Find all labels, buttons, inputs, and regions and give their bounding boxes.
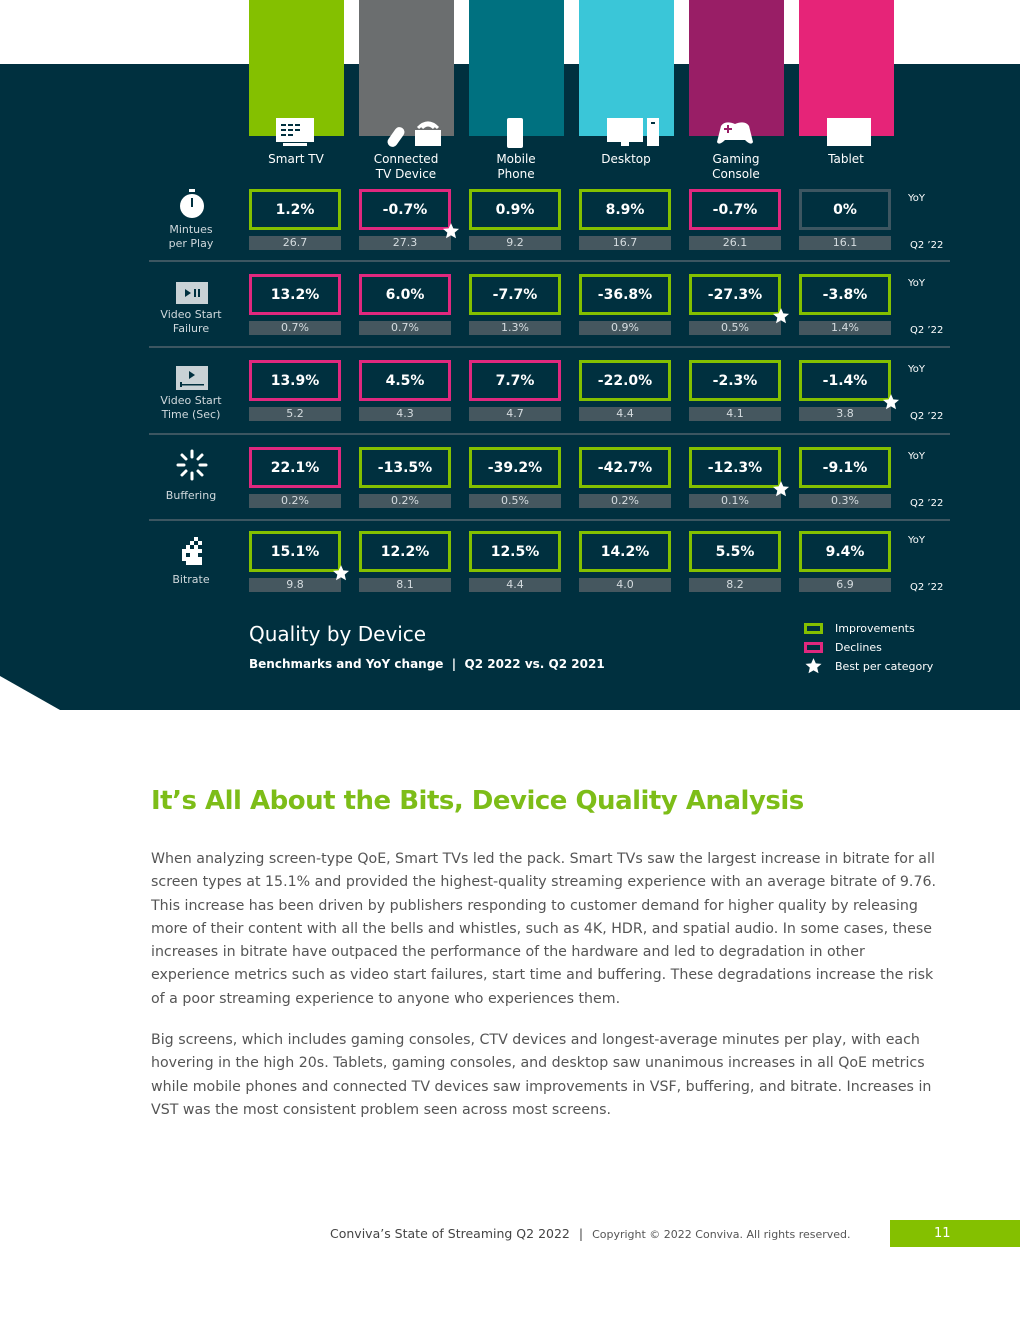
yoy-change-cell: -12.3% [689, 447, 781, 488]
device-label: Connected TV Device [373, 152, 439, 181]
row-divider [149, 433, 950, 435]
device-label: Smart TV [268, 152, 324, 166]
device-label: Tablet [828, 152, 864, 166]
q2-row-label: Q2 ’22 [910, 325, 944, 336]
q2-row-label: Q2 ’22 [910, 240, 944, 251]
footer-publication [330, 1226, 851, 1241]
star-icon [772, 307, 790, 325]
legend-decline-swatch [804, 642, 823, 653]
yoy-change-cell: 0.9% [469, 189, 561, 230]
tablet-icon [825, 116, 865, 148]
article-paragraph-2: Big screens, which includes gaming consoles, CTV devices and longest-average minutes per play, with each hovering in the high 20s. Tablets, gaming consoles, and desktop saw unanimous increases in all QoE metrics while mobile phones and connected TV devices saw improvements in VSF, buffering, and bitrate. Increases in VST was the most consistent problem seen across most screens. [151, 1032, 932, 1118]
q2-value-cell: 16.7 [579, 236, 671, 250]
q2-value-cell: 3.8 [799, 407, 891, 421]
yoy-change-cell: 14.2% [579, 531, 671, 572]
yoy-change-cell: 13.9% [249, 360, 341, 401]
star-icon [332, 564, 350, 582]
yoy-change-cell: 13.2% [249, 274, 341, 315]
q2-value-cell: 1.4% [799, 321, 891, 335]
q2-value-cell: 0.9% [579, 321, 671, 335]
row-divider [149, 260, 950, 262]
metric-label: Mintues per Play [168, 223, 214, 250]
yoy-row-label: YoY [908, 193, 926, 204]
yoy-change-cell: 22.1% [249, 447, 341, 488]
chart-subtitle: Benchmarks and YoY change | Q2 2022 vs. Q2 2021 [249, 657, 605, 671]
q2-value-cell: 6.9 [799, 578, 891, 592]
yoy-change-cell: 0% [799, 189, 891, 230]
legend-improvements [804, 622, 915, 635]
q2-value-cell: 0.1% [689, 494, 781, 508]
star-icon [804, 657, 823, 675]
page-number: 11 [890, 1220, 1020, 1247]
yoy-change-cell: -36.8% [579, 274, 671, 315]
yoy-change-cell: 15.1% [249, 531, 341, 572]
q2-value-cell: 0.3% [799, 494, 891, 508]
yoy-change-cell: 7.7% [469, 360, 561, 401]
chart-title: Quality by Device [249, 622, 427, 646]
footer-separator: | [578, 1226, 584, 1241]
yoy-change-cell: -9.1% [799, 447, 891, 488]
yoy-change-cell: -42.7% [579, 447, 671, 488]
row-divider [149, 346, 950, 348]
metric-label: Bitrate [172, 573, 210, 586]
q2-value-cell: 26.7 [249, 236, 341, 250]
device-label: Gaming Console [712, 152, 760, 181]
yoy-change-cell: 8.9% [579, 189, 671, 230]
q2-value-cell: 4.0 [579, 578, 671, 592]
q2-row-label: Q2 ’22 [910, 582, 944, 593]
legend-improvement-swatch [804, 623, 823, 634]
q2-value-cell: 9.2 [469, 236, 561, 250]
yoy-change-cell: 9.4% [799, 531, 891, 572]
yoy-change-cell: 12.5% [469, 531, 561, 572]
q2-value-cell: 0.7% [359, 321, 451, 335]
mobile-phone-icon [495, 116, 535, 148]
q2-value-cell: 4.4 [579, 407, 671, 421]
gamepad-icon [715, 116, 755, 148]
q2-value-cell: 4.3 [359, 407, 451, 421]
panel-corner-notch [0, 676, 60, 710]
metric-label: Buffering [165, 489, 217, 502]
yoy-row-label: YoY [908, 364, 926, 375]
q2-value-cell: 0.5% [469, 494, 561, 508]
q2-value-cell: 0.7% [249, 321, 341, 335]
yoy-row-label: YoY [908, 278, 926, 289]
video-start-icon [172, 364, 212, 394]
legend-best-label: Best per category [835, 659, 934, 673]
yoy-change-cell: -7.7% [469, 274, 561, 315]
q2-value-cell: 0.2% [579, 494, 671, 508]
yoy-change-cell: -27.3% [689, 274, 781, 315]
legend-best [804, 657, 933, 675]
yoy-change-cell: -0.7% [359, 189, 451, 230]
q2-value-cell: 9.8 [249, 578, 341, 592]
buffering-spinner-icon [172, 449, 212, 479]
yoy-change-cell: 12.2% [359, 531, 451, 572]
q2-value-cell: 0.2% [359, 494, 451, 508]
yoy-change-cell: 4.5% [359, 360, 451, 401]
q2-value-cell: 8.1 [359, 578, 451, 592]
yoy-change-cell: -1.4% [799, 360, 891, 401]
yoy-change-cell: -3.8% [799, 274, 891, 315]
q2-value-cell: 4.4 [469, 578, 561, 592]
footer-publication-title: Conviva’s State of Streaming Q2 2022 [330, 1226, 570, 1241]
yoy-change-cell: 6.0% [359, 274, 451, 315]
yoy-row-label: YoY [908, 451, 926, 462]
star-icon [882, 393, 900, 411]
device-label: Desktop [601, 152, 651, 166]
q2-value-cell: 5.2 [249, 407, 341, 421]
bitrate-pixels-icon [172, 535, 212, 565]
yoy-change-cell: -22.0% [579, 360, 671, 401]
yoy-row-label: YoY [908, 535, 926, 546]
q2-value-cell: 1.3% [469, 321, 561, 335]
q2-value-cell: 8.2 [689, 578, 781, 592]
star-icon [442, 222, 460, 240]
yoy-change-cell: -2.3% [689, 360, 781, 401]
yoy-change-cell: 5.5% [689, 531, 781, 572]
yoy-change-cell: -13.5% [359, 447, 451, 488]
footer-copyright: Copyright © 2022 Conviva. All rights reserved. [592, 1228, 851, 1241]
q2-value-cell: 4.7 [469, 407, 561, 421]
legend-improvements-label: Improvements [835, 622, 915, 635]
star-icon [772, 480, 790, 498]
q2-value-cell: 4.1 [689, 407, 781, 421]
stopwatch-icon [172, 189, 212, 219]
q2-row-label: Q2 ’22 [910, 498, 944, 509]
q2-value-cell: 26.1 [689, 236, 781, 250]
q2-value-cell: 0.2% [249, 494, 341, 508]
yoy-change-cell: 1.2% [249, 189, 341, 230]
yoy-change-cell: -39.2% [469, 447, 561, 488]
legend-declines-label: Declines [835, 641, 882, 654]
article-paragraph-1: When analyzing screen-type QoE, Smart TVs led the pack. Smart TVs saw the largest increase in bitrate for all screen types at 15.1% and provided the highest-quality streaming experience with an average bitrate of 9.76. This increase has been driven by publishers responding to customer demand for higher quality by releasing more of their content with all the bells and whistles, such as 4K, HDR, and spatial audio. In some cases, these increases in bitrate have outpaced the performance of the hardware and led to degradation in other experience metrics such as video start failures, start time and buffering. These degradations increase the risk of a poor streaming experience to anyone who experiences them. [151, 851, 937, 1007]
article-heading: It’s All About the Bits, Device Quality Analysis [151, 786, 804, 816]
legend-declines [804, 641, 882, 654]
video-failure-icon [172, 278, 212, 308]
device-label: Mobile Phone [496, 152, 536, 181]
q2-value-cell: 27.3 [359, 236, 451, 250]
tv-icon [275, 116, 315, 148]
yoy-change-cell: -0.7% [689, 189, 781, 230]
metric-label: Video Start Failure [160, 308, 222, 335]
streaming-device-icon [385, 116, 425, 148]
q2-row-label: Q2 ’22 [910, 411, 944, 422]
q2-value-cell: 16.1 [799, 236, 891, 250]
row-divider [149, 519, 950, 521]
desktop-icon [605, 116, 645, 148]
q2-value-cell: 0.5% [689, 321, 781, 335]
metric-label: Video Start Time (Sec) [160, 394, 222, 421]
